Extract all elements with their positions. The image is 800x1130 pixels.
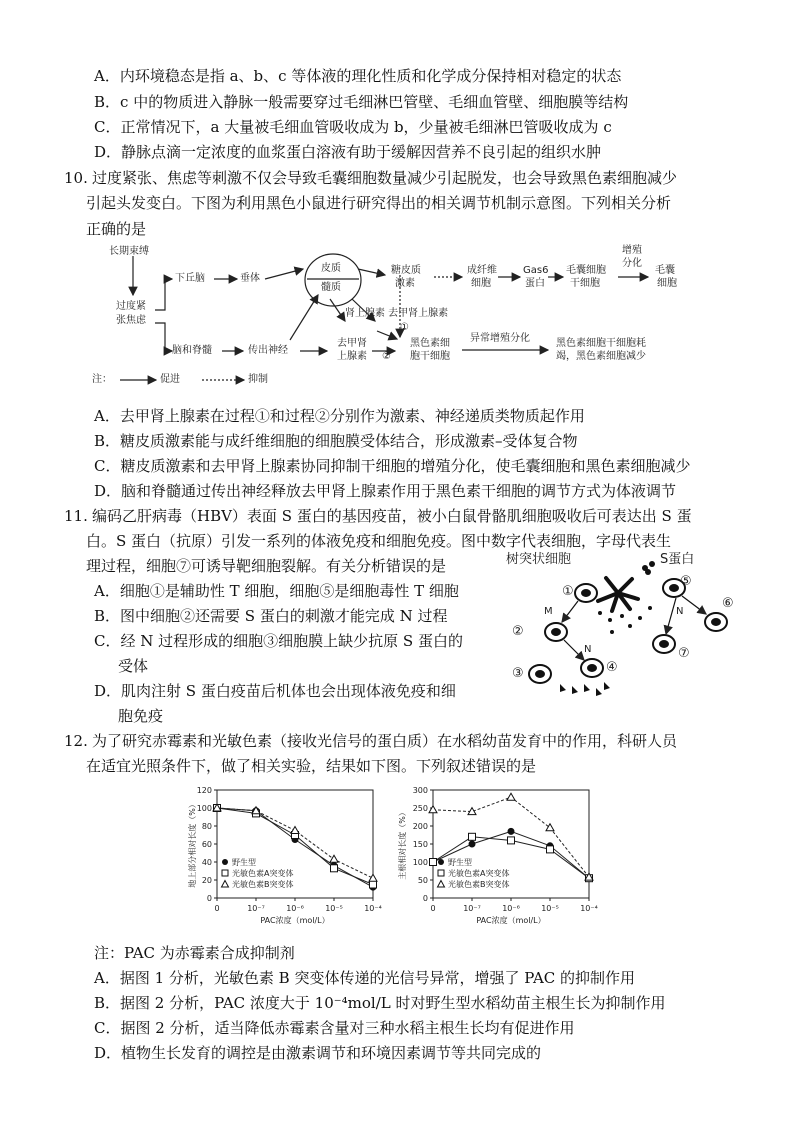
q10-diagram xyxy=(0,235,800,405)
q9-option-a: A．内环境稳态是指 a、b、c 等体液的理化性质和化学成分保持相对稳定的状态 xyxy=(94,67,622,85)
label-cell-1: ① xyxy=(562,584,574,599)
node-ne-1: 去甲肾 xyxy=(337,338,367,349)
legend-note: 注： xyxy=(92,374,112,385)
legend-label: 光敏色素A突变体 xyxy=(448,869,510,878)
x-tick-label: 10⁻⁷ xyxy=(247,904,265,913)
node-fibroblast-1: 成纤维 xyxy=(467,265,497,276)
q10-stem-line3: 正确的是 xyxy=(86,220,147,238)
y-tick-label: 300 xyxy=(412,786,428,795)
q10-option-b: B．糖皮质激素能与成纤维细胞的细胞膜受体结合，形成激素–受体复合物 xyxy=(94,432,578,450)
q12-option-b: B．据图 2 分析，PAC 浓度大于 10⁻⁴mol/L 时对野生型水稻幼苗主根生长为抑制作用 xyxy=(94,994,666,1012)
x-tick-label: 10⁻⁶ xyxy=(502,904,520,913)
x-tick-label: 10⁻⁴ xyxy=(580,904,598,913)
q9-option-b: B．c 中的物质进入静脉一般需要穿过毛细淋巴管壁、毛细血管壁、细胞膜等结构 xyxy=(94,93,629,111)
q12-option-d: D．植物生长发育的调控是由激素调节和环境因素调节等共同完成的 xyxy=(94,1044,542,1062)
y-tick-label: 150 xyxy=(412,840,428,849)
q9-option-c: C．正常情况下，a 大量被毛细血管吸收成为 b，少量被毛细淋巴管吸收成为 c xyxy=(94,118,612,136)
node-gas6-2: 蛋白 xyxy=(525,278,545,289)
data-point xyxy=(546,824,554,831)
legend-inhibit: 抑制 xyxy=(248,374,268,385)
node-melanocyte-stem-1: 黑色素细 xyxy=(410,338,450,349)
node-pituitary: 垂体 xyxy=(240,273,260,284)
x-tick-label: 10⁻⁴ xyxy=(364,904,382,913)
data-point xyxy=(508,837,515,844)
q10-option-a: A．去甲肾上腺素在过程①和过程②分别作为激素、神经递质类物质起作用 xyxy=(94,407,585,425)
data-point xyxy=(469,833,476,840)
node-melanocyte-stem-2: 胞干细胞 xyxy=(410,351,450,362)
y-tick-label: 0 xyxy=(206,894,212,903)
label-cell-6: ⑥ xyxy=(722,596,734,611)
legend-marker xyxy=(438,881,445,888)
x-tick-label: 10⁻⁵ xyxy=(541,904,559,913)
label-s-protein: S蛋白 xyxy=(660,552,695,567)
y-tick-label: 50 xyxy=(417,876,428,885)
node-follicle-cell-1: 毛囊 xyxy=(655,265,675,276)
q10-stem-line2: 引起头发变白。下图为利用黑色小鼠进行研究得出的相关调节机制示意图。下列相关分析 xyxy=(86,194,672,212)
q12-stem-line2: 在适宜光照条件下，做了相关实验，结果如下图。下列叙述错误的是 xyxy=(86,757,537,775)
legend-marker xyxy=(438,870,444,876)
q10-option-d: D．脑和脊髓通过传出神经释放去甲肾上腺素作用于黑色素干细胞的调节方式为体液调节 xyxy=(94,482,677,500)
y-axis-label: 地上部分相对长度（%） xyxy=(188,800,197,888)
node-adrenal-cortex: 皮质 xyxy=(321,263,341,274)
legend-marker xyxy=(222,859,228,865)
q11-stem-line1: 编码乙肝病毒（HBV）表面 S 蛋白的基因疫苗，被小白鼠骨骼肌细胞吸收后可表达出 S 蛋 xyxy=(92,507,692,525)
x-axis-label: PAC浓度（mol/L） xyxy=(476,916,546,925)
node-proliferate-1: 增殖 xyxy=(622,245,642,256)
q11-option-c-cont: 受体 xyxy=(118,657,149,675)
y-tick-label: 250 xyxy=(412,804,428,813)
node-glucocorticoid-1: 糖皮质 xyxy=(391,265,421,276)
node-adrenal-medulla: 髓质 xyxy=(321,282,341,293)
label-cell-3: ③ xyxy=(512,666,524,681)
q11-stem-line3: 理过程，细胞⑦可诱导靶细胞裂解。有关分析错误的是 xyxy=(86,557,447,575)
node-glucocorticoid-2: 激素 xyxy=(395,278,415,289)
q11-immune-figure xyxy=(500,548,740,708)
y-tick-label: 80 xyxy=(201,822,212,831)
node-over-stress-1: 过度紧 xyxy=(116,301,146,312)
node-circle-2: ② xyxy=(382,351,391,362)
y-tick-label: 120 xyxy=(196,786,212,795)
x-tick-label: 10⁻⁷ xyxy=(463,904,481,913)
legend-marker xyxy=(222,870,228,876)
q11-number: 11. xyxy=(64,507,88,525)
data-point xyxy=(369,874,377,881)
y-tick-label: 100 xyxy=(412,858,428,867)
node-long-term-restraint: 长期束缚 xyxy=(109,246,149,257)
label-cell-5: ⑤ xyxy=(680,574,692,589)
y-tick-label: 40 xyxy=(201,858,212,867)
q11-option-b: B．图中细胞②还需要 S 蛋白的刺激才能完成 N 过程 xyxy=(94,607,448,625)
label-cell-7: ⑦ xyxy=(678,646,690,661)
y-tick-label: 100 xyxy=(196,804,212,813)
q12-option-a: A．据图 1 分析，光敏色素 B 突变体传递的光信号异常，增强了 PAC 的抑制作用 xyxy=(94,969,636,987)
q11-option-d-cont: 胞免疫 xyxy=(118,707,164,725)
legend-marker xyxy=(222,881,229,888)
data-point xyxy=(469,841,476,848)
q12-note: 注：PAC 为赤霉素合成抑制剂 xyxy=(94,944,295,962)
label-dendritic-cell: 树突状细胞 xyxy=(506,552,572,567)
data-point xyxy=(507,793,515,800)
q9-option-d: D．静脉点滴一定浓度的血浆蛋白溶液有助于缓解因营养不良引起的组织水肿 xyxy=(94,143,602,161)
label-cell-4: ④ xyxy=(606,660,618,675)
q12-option-c: C．据图 2 分析，适当降低赤霉素含量对三种水稻主根生长均有促进作用 xyxy=(94,1019,575,1037)
legend-label: 光敏色素A突变体 xyxy=(232,869,294,878)
legend-label: 野生型 xyxy=(232,858,256,867)
data-point xyxy=(430,859,437,866)
data-point xyxy=(330,855,338,862)
y-axis-label: 主根相对长度（%） xyxy=(398,808,407,880)
label-process-n: N xyxy=(584,644,592,655)
label-process-m: M xyxy=(544,606,553,617)
data-point xyxy=(508,828,515,835)
node-hypothalamus: 下丘脑 xyxy=(175,273,205,284)
chart-2-root-length xyxy=(395,772,610,942)
x-tick-label: 10⁻⁵ xyxy=(325,904,343,913)
x-axis-label: PAC浓度（mol/L） xyxy=(260,916,330,925)
q11-option-a: A．细胞①是辅助性 T 细胞，细胞⑤是细胞毒性 T 细胞 xyxy=(94,582,459,600)
node-brain-spine: 脑和脊髓 xyxy=(172,345,212,356)
q10-stem-line1: 过度紧张、焦虑等刺激不仅会导致毛囊细胞数量减少引起脱发，也会导致黑色素细胞减少 xyxy=(92,169,678,187)
q11-option-d: D．肌肉注射 S 蛋白疫苗后机体也会出现体液免疫和细 xyxy=(94,682,456,700)
q10-option-c: C．糖皮质激素和去甲肾上腺素协同抑制干细胞的增殖分化，使毛囊细胞和黑色素细胞减少 xyxy=(94,457,691,475)
y-tick-label: 60 xyxy=(201,840,212,849)
node-adrenaline-ne: 肾上腺素 去甲肾上腺素 xyxy=(345,308,449,319)
node-gas6-1: Gas6 xyxy=(523,265,549,276)
node-proliferate-2: 分化 xyxy=(622,258,642,269)
x-tick-label: 10⁻⁶ xyxy=(286,904,304,913)
node-circle-1: ① xyxy=(400,322,409,333)
y-tick-label: 0 xyxy=(422,894,428,903)
q11-option-c: C．经 N 过程形成的细胞③细胞膜上缺少抗原 S 蛋白的 xyxy=(94,632,463,650)
node-fibroblast-2: 细胞 xyxy=(471,278,491,289)
node-follicle-cell-2: 细胞 xyxy=(657,278,677,289)
x-tick-label: 0 xyxy=(430,904,436,913)
node-follicle-stem-1: 毛囊细胞 xyxy=(566,265,606,276)
data-point xyxy=(547,846,554,853)
legend-label: 光敏色素B突变体 xyxy=(448,880,510,889)
q11-stem-line2: 白。S 蛋白（抗原）引发一系列的体液免疫和细胞免疫。图中数字代表细胞，字母代表生 xyxy=(86,532,672,550)
node-follicle-stem-2: 干细胞 xyxy=(570,278,600,289)
q12-number: 12. xyxy=(64,732,88,750)
legend-marker xyxy=(438,859,444,865)
series-line xyxy=(217,808,373,878)
x-tick-label: 0 xyxy=(214,904,220,913)
node-result-1: 黑色素细胞干细胞耗 xyxy=(556,338,646,349)
node-over-stress-2: 张焦虑 xyxy=(116,315,146,326)
node-abnormal-differentiation: 异常增殖分化 xyxy=(470,333,530,344)
data-point xyxy=(429,806,437,813)
q12-stem-line1: 为了研究赤霉素和光敏色素（接收光信号的蛋白质）在水稻幼苗发育中的作用，科研人员 xyxy=(92,732,678,750)
label-cell-2: ② xyxy=(512,624,524,639)
q10-number: 10. xyxy=(64,169,88,187)
legend-label: 光敏色素B突变体 xyxy=(232,880,294,889)
legend-label: 野生型 xyxy=(448,858,472,867)
q11-figure-shapes xyxy=(500,548,740,708)
node-efferent-nerve: 传出神经 xyxy=(248,345,288,356)
node-result-2: 竭，黑色素细胞减少 xyxy=(556,351,646,362)
data-point xyxy=(331,865,338,872)
y-tick-label: 200 xyxy=(412,822,428,831)
chart-1-shoot-length xyxy=(185,772,385,942)
label-process-n-2: N xyxy=(676,606,684,617)
y-tick-label: 20 xyxy=(201,876,212,885)
data-point xyxy=(291,827,299,834)
data-point xyxy=(370,881,377,888)
legend-promote: 促进 xyxy=(160,374,180,385)
node-ne-2: 上腺素 xyxy=(337,351,367,362)
